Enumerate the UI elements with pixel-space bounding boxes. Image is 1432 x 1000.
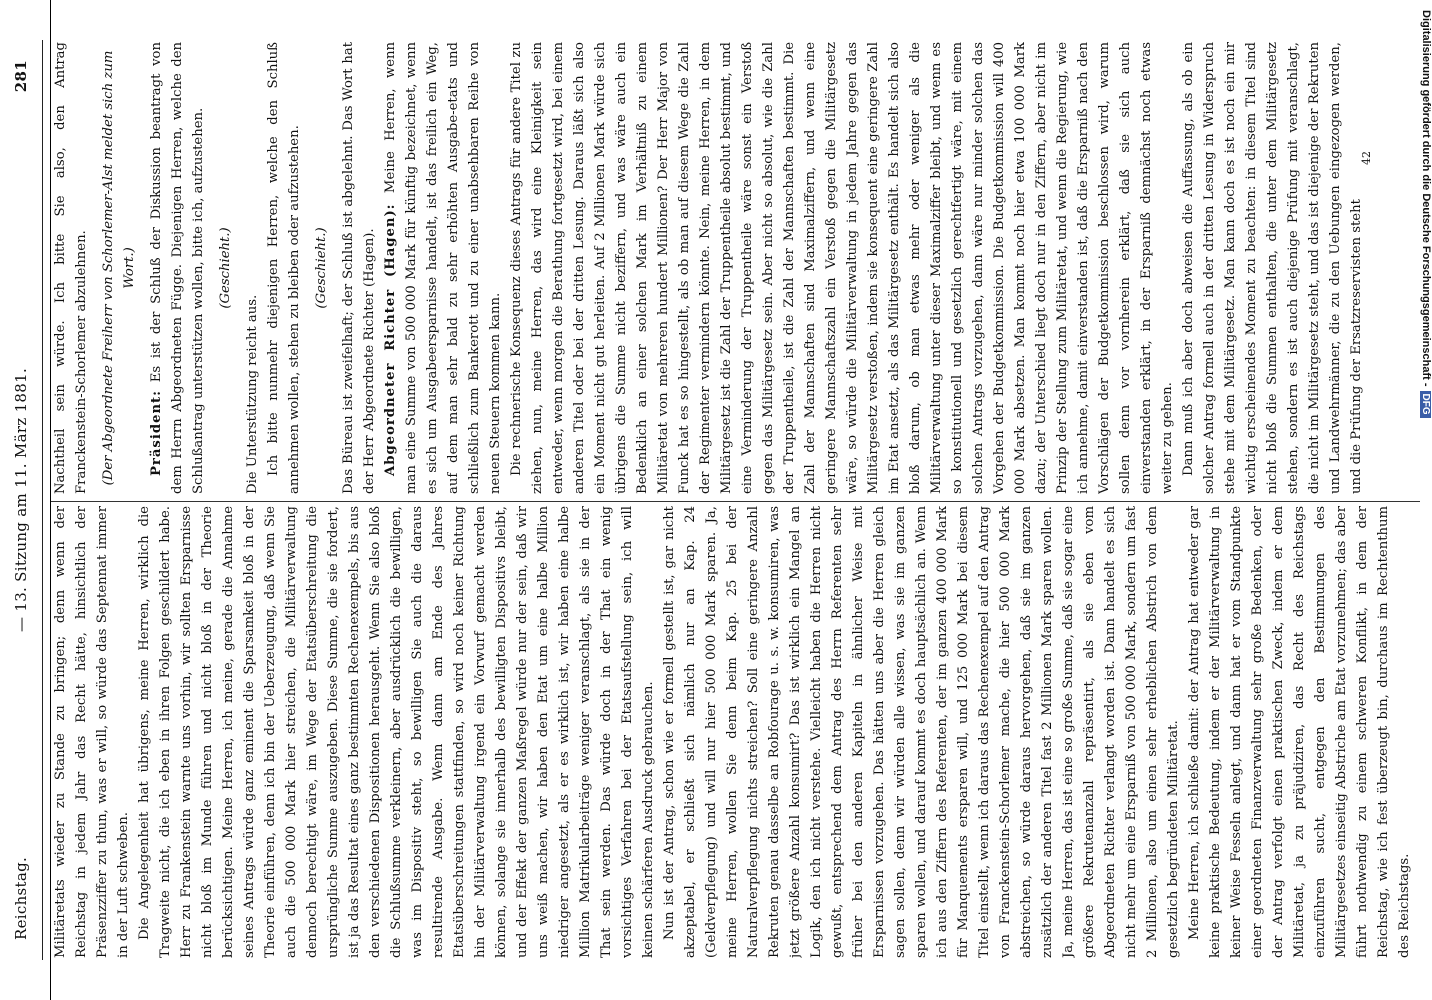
paragraph xyxy=(311,42,332,494)
paragraph-text: Das Büreau ist zweifelhaft; der Schluß ist abgelehnt. Das Wort hat der Herr Abgeordnete Richter (Hagen). xyxy=(341,42,377,494)
paragraph-text: Militäretats wieder zu Stande zu bringen; denn wenn der Reichstag in jedem Jahr das Recht hätte, hinsichtlich der Präsenzziffer zu thun, was er will, so würde das Septennat immer in der Luft schweben. xyxy=(53,506,131,958)
left-column xyxy=(50,506,1420,958)
paragraph-text: Die Unterstützung reicht aus. xyxy=(245,294,260,494)
paragraph xyxy=(1184,506,1415,958)
page-header xyxy=(12,60,36,940)
paragraph-text: Die Angelegenheit hat übrigens, meine Herren, wirklich die Tragweite nicht, die ich eben in ihren Folgen geschildert habe. Herr zu Frankenstein warnte uns vorhin, wir sollten Ersparnisse nicht bloß im Munde führen und nicht bloß in der Theorie berücksichtigen. Meine Herren, ich meine, gerade die Annahme seines Antrags würde ganz eminent die Sparsamkeit bloß in der Theorie einführen, denn ich bin der Ueberzeugung, daß wenn Sie auch die 500 000 Mark hier streichen, die Militärverwaltung dennoch berechtigt wäre, im Wege der Etatsüberschreitung die ursprüngliche Summe auszugeben. Diese Summe, die sie fordert, ist ja das Resultat eines ganz bestimmten Rechenexempels, bis aus den verschiedenen Dispositionen herausgeht. Wenn Sie also bloß die Schlußsumme verkleinern, aber ausdrücklich die bewilligen, was im Dispositiv steht, so bewilligen Sie auch die daraus resultirende Ausgabe. Wenn dann am Ende des Jahres Etatsüberschreitungen stattfinden, so wird noch keiner Richtung hin der Militärverwaltung irgend ein Vorwurf gemacht werden können, solange sie innerhalb des bewilligten Dispositivs bleibt, und der Effekt der ganzen Maßregel würde nur der sein, daß wir uns weiß machen, wir haben den Etat um eine halbe Million niedriger angesetzt, als er es wirklich ist, wir haben eine halbe Million Matrikularbeiträge weniger veranschlagt, als sie in der That sein werden. Das würde doch in der That ein wenig vorsichtiges Verfahren bei der Etatsaufstellung sein, ich will keinen schärferen Ausdruck gebrauchen. xyxy=(137,506,656,958)
paragraph xyxy=(263,42,305,494)
speaker-name: Präsident: xyxy=(149,389,164,476)
digitization-note-text: Digitalisierung gefördert durch die Deutsche Forschungsgemeinschaft - xyxy=(1420,10,1432,387)
header-left: Reichstag. xyxy=(12,856,30,940)
paragraph-text: (Geschieht.) xyxy=(218,227,233,309)
paragraph-text: Ich bitte nunmehr diejenigen Herren, welche den Schluß annehmen wollen, stehen zu bleiben oder aufzustehen. xyxy=(266,42,302,494)
paragraph xyxy=(506,42,1178,494)
paragraph xyxy=(98,42,140,494)
scan-edge-line xyxy=(50,0,51,1000)
paragraph xyxy=(1178,42,1367,494)
paragraph xyxy=(338,42,380,494)
paragraph-text: Nachtheil sein würde. Ich bitte Sie also, den Antrag Franckenstein-Schorlemer abzulehnen. xyxy=(53,42,89,494)
paragraph xyxy=(50,506,134,958)
speaker-name: Abgeordneter Richter (Hagen): xyxy=(383,203,398,476)
paragraph-text: Dann muß ich aber doch abweisen die Auffassung, als ob ein solcher Antrag formell auch in der dritten Lesung in Widerspruch stehe mit dem Militärgesetz. Man kann doch es ist noch ein mir wichtig erscheinendes Moment zu beachten: in diesem Titel sind nicht bloß die Summen enthalten, die unter dem Militärgesetz stehen, sondern es ist auch diejenige Prüfung mit veranschlagt, die nicht im Militärgesetz steht, und das ist diejenige der Rekruten und Landwehrmänner, die zu den Uebungen eingezogen werden, und die Prüfung der Ersatzreservisten steht xyxy=(1181,42,1364,494)
paragraph xyxy=(134,506,659,958)
paragraph-text: (Geschieht.) xyxy=(314,227,329,309)
paragraph xyxy=(380,42,506,494)
paragraph xyxy=(215,42,236,494)
paragraph xyxy=(146,42,209,494)
page-number: 281 xyxy=(12,60,30,93)
right-column xyxy=(50,42,1420,494)
header-title: — 13. Sitzung am 11. März 1881. xyxy=(12,367,30,633)
paragraph-text: Nun ist der Antrag, schon wie er formell gestellt ist, gar nicht akzeptabel, er schließt sich nämlich nur an Kap. 24 (Geldverpflegung) und will nur hier 500 000 Mark sparen. Ja, meine Herren, wollen Sie denn beim Kap. 25 bei der Naturalverpflegung nichts streichen? Soll eine geringere Anzahl Rekruten genau dasselbe an Robfourage u. s. w. konsumiren, was jetzt größere Anzahl konsumirt? Das ist wirklich ein Mangel an Logik, den ich nicht verstehe. Vielleicht haben die Herren nicht gewußt, entsprechend dem Antrag des Herrn Referenten sehr früher bei den anderen Kapiteln in ähnlicher Weise mit Ersparnissen vorzugehen. Das hätten uns aber die Herren gleich sagen sollen, denn wir würden alle wissen, was sie im ganzen sparen wollen, und darauf kommt es doch hauptsächlich an. Wenn ich aus den Ziffern des Referenten, der im ganzen 400 000 Mark für Manquements ersparen will, und 125 000 Mark bei diesem Titel einstellt, wenn ich daraus das Rechenexempel auf den Antrag von Franckenstein-Schorlemer mache, die hier 500 000 Mark abstreichen, so würde daraus hervorgehen, daß sie im ganzen zusätzlich der anderen Titel fast 2 Millionen Mark sparen wollen. Ja, meine Herren, das ist eine so große Summe, daß sie sogar eine größere Rekrutenanzahl repräsentirt, als sie eben vom Abgeordneten Richter verlangt worden ist. Dann handelt es sich nicht mehr um eine Ersparniß von 500 000 Mark, sondern um fast 2 Millionen, also um einen sehr erheblichen Abstrich von dem gesetzlich begründeten Militäretat. xyxy=(662,506,1181,958)
digitization-note xyxy=(1412,10,1432,990)
paragraph xyxy=(659,506,1184,958)
paragraph-text: Es ist der Schluß der Diskussion beantragt von dem Herrn Abgeordneten Függe. Diejenigen Herren, welche den Schlußantrag unterstützen wollen, bitte ich, aufzustehen. xyxy=(149,42,206,494)
paragraph-text: Meine Herren, wenn man eine Summe von 500 000 Mark für künftig bezeichnet, wenn es sich um Ausgabeersparnisse handelt, ist das freilich ein Weg, auf dem man sehr bald zu sehr erhöhten Ausgabe-etats und schließlich zum Bankerott und zu einer unabsehbaren Reihe von neuen Steuern kommen kann. xyxy=(383,42,503,494)
paragraph-text: Die rechnerische Konsequenz dieses Antrags für andere Titel zu ziehen, nun, meine Herren, das wird eine Kleinigkeit sein entweder, wenn morgen die Berathung fortgesetzt wird, bei einem anderen Titel oder bei der dritten Lesung. Daraus läßt sich also ein Moment nicht gut herleiten. Auf 2 Millionen Mark würde sich übrigens die Summe nicht beziffern, und was wäre auch ein Bedenklich an einer solchen Mark im Verhältniß zu einem Militäretat von mehreren hundert Millionen? Der Herr Major von Funck hat es so hingestellt, als ob man auf diesem Wege die Zahl der Regimenter vermindern könnte. Nein, meine Herren, in dem Militärgesetz ist die Zahl der Truppentheile absolut bestimmt, und eine Verminderung der Truppentheile wäre sonst ein Verstoß gegen das Militärgesetz sein. Aber nicht so absolut, wie die Zahl der Truppentheile, ist die Zahl der Mannschaften bestimmt. Die Zahl der Mannschaften sind Maximalziffern, und wenn eine geringere Mannschaftszahl ein Verstoß gegen die Militärgesetz wäre, so würde die Militärverwaltung in jedem Jahre gegen das Militärgesetz verstoßen, indem sie konsequent eine geringere Zahl im Etat ansetzt, als das Militärgesetz enthält. Es handelt sich also bloß darum, ob man etwas mehr oder weniger als die Militärverwaltung unter dieser Maximalziffer bleibt, und wenn es so konstitutionell und gesetzlich gerechtfertigt wäre, mit einem solchen Antrags vorzugehen, dann wäre nur minder solchen das Vorgehen der Budgetkommission. Die Budgetkommission will 400 000 Mark absetzen. Man kommt noch hier etwa 100 000 Mark dazu; der Unterschied liegt doch nur in den Ziffern, aber nicht im Prinzip der Stellung zum Militäretat, und wenn die Regierung, wie ich annehme, damit einverstanden ist, daß die Ersparniß nach den Vorschlägen der Budgetkommission beschlossen wird, warum sollen denn vor vornherein erklärt, daß sie sich auch einverstanden erklärt, in der Ersparniß demnächst noch etwas weiter zu gehen. xyxy=(509,42,1175,494)
paragraph xyxy=(242,42,263,494)
column-divider xyxy=(50,501,1420,502)
header-rule xyxy=(42,40,43,960)
dfg-logo: DFG xyxy=(1420,391,1431,418)
paragraph-text: Meine Herren, ich schließe damit: der Antrag hat entweder gar keine praktische Bedeutung, indem er der Militärverwaltung in keiner Weise Fesseln anlegt, und dann hat er vom Standpunkte einer geordneten Finanzverwaltung sehr große Bedenken, oder der Antrag verfolgt einen praktischen Zweck, indem er dem Militäretat, ja zu präjudiziren, das Recht des Reichstags einzuführen sucht, entgegen den Bestimmungen des Militärgesetzes einseitig Abstriche am Etat vorzunehmen; das aber führt nothwendig zu einem schweren Konflikt, in dem der Reichstag, wie ich fest überzeugt bin, durchaus im Rechtenthum des Reichstags. xyxy=(1187,506,1412,958)
paragraph xyxy=(50,42,92,494)
paragraph-text: (Der Abgeordnete Freiherr von Schorlemer-Alst meldet sich zum Wort.) xyxy=(101,50,137,486)
page-mark: 42 xyxy=(1360,151,1373,165)
